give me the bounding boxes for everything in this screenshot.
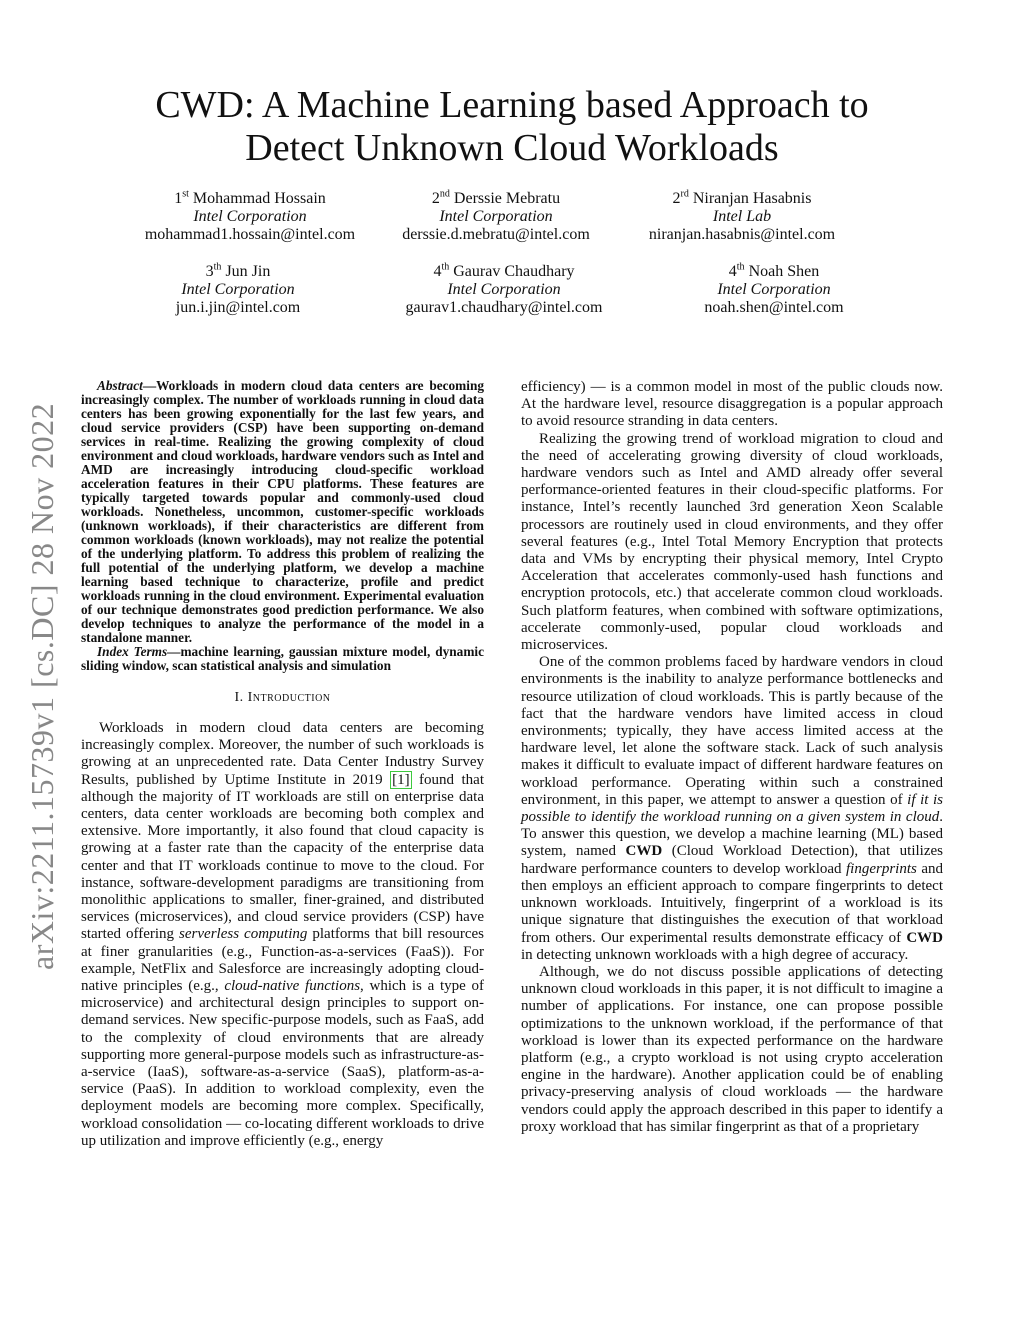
paper-title: [60, 84, 964, 170]
index-terms-text: —machine learning, gaussian mixture model, dynamic sliding window, scan statistical analysis and simulation: [81, 644, 484, 673]
section-heading: I. Introduction: [234, 690, 331, 705]
author-email: gaurav1.chaudhary@intel.com: [405, 299, 603, 316]
author-affiliation: Intel Corporation: [439, 208, 553, 225]
author-block-3: [592, 190, 892, 244]
author-name: 1st Mohammad Hossain: [174, 188, 326, 207]
title-line-2: Detect Unknown Cloud Workloads: [245, 127, 779, 169]
right-column: [521, 379, 943, 1136]
intro-paragraph-4: Although, we do not discuss possible applications of detecting unknown cloud workloads in this paper, it is not difficult to imagine a number of applications. For instance, one can propose possible optimizations to the unknown workload, if the performance of that workload is lower than its expected performance on the hardware platform (e.g., a crypto workload is not using crypto acceleration engine in the hardware). Another application could be of enabling privacy-preserving analysis of cloud workloads — the hardware vendors could apply the approach described in this paper to identify a proxy workload that has similar fingerprint as that of a proprietary: [521, 963, 943, 1135]
title-line-1: CWD: A Machine Learning based Approach to: [155, 84, 869, 126]
intro-paragraph-2: Realizing the growing trend of workload migration to cloud and the need of accelerating growing diversity of cloud workloads, hardware vendors such as Intel and AMD already offer several performance-oriented features in their cloud-specific platforms. For instance, Intel’s recently launched 3rd generation Xeon Scalable processors are routinely used in cloud environments, and they offer several features (e.g., Intel Total Memory Encryption that protects data and VMs by encrypting their physical memory, Intel Crypto Acceleration that accelerates commonly-used hash functions and encryption protocols, etc.) that accelerate common cloud workloads. Such platform features, when combined with software optimizations, accelerate commonly-used, popular cloud workloads and microservices.: [521, 430, 943, 654]
intro-paragraph-1: Workloads in modern cloud data centers are becoming increasingly complex. Moreover, the number of such workloads is growing at an unprecedented rate. Data Center Industry Survey Results, published by Uptime Institute in 2019 [1] found that although the majority of IT workloads are still on enterprise data centers, data center workloads are becoming both complex and extensive. More importantly, it also found that cloud capacity is growing at a faster rate than the capacity of the enterprise data center and that IT workloads continue to move to the cloud. For instance, software-development paradigms are transitioning from monolithic applications to smaller, finer-grained, and distributed services (microservices), and cloud service providers (CSP) have started offering serverless computing platforms that bill resources at finer granularities (e.g., Function-as-a-services (FaaS)). For example, NetFlix and Salesforce are increasingly adopting cloud-native principles (e.g., cloud-native functions, which is a type of microservice) and architectural design principles to support on-demand services. New specific-purpose models, such as FaaS, add to the complexity of cloud environments that are already supporting more general-purpose models such as infrastructure-as-a-service (IaaS), software-as-a-service (SaaS), platform-as-a-service (PaaS). In addition to workload complexity, even the deployment models are becoming more complex. Specifically, workload consolidation — co-locating different workloads to drive up utilization and improve efficiently (e.g., energy: [81, 720, 485, 1149]
author-block-4: [88, 263, 388, 317]
index-terms: [81, 645, 484, 673]
author-block-6: [624, 263, 924, 317]
author-name: 3th Jun Jin: [205, 261, 271, 280]
author-name: 4th Noah Shen: [728, 261, 820, 280]
arxiv-identifier: arXiv:2211.15739v1 [cs.DC] 28 Nov 2022: [24, 402, 60, 970]
author-name: 2nd Derssie Mebratu: [431, 188, 561, 207]
author-affiliation: Intel Corporation: [447, 281, 561, 298]
author-affiliation: Intel Corporation: [181, 281, 295, 298]
index-terms-label: Index Terms: [97, 644, 168, 659]
author-affiliation: Intel Corporation: [717, 281, 831, 298]
author-email: mohammad1.hossain@intel.com: [144, 226, 356, 243]
author-block-5: [354, 263, 654, 317]
abstract-label: Abstract: [97, 378, 143, 393]
author-email: noah.shen@intel.com: [704, 299, 844, 316]
intro-paragraph-3: One of the common problems faced by hardware vendors in cloud environments is the inability to analyze performance bottlenecks and resource utilization of cloud workloads. This is partly because of the fact that the hardware vendors have limited access in cloud environments; typically, they have access limited access at the hardware level, let alone the software stack. Lack of such analysis makes it difficult to evaluate impact of different hardware features on workload performance. Operating within such a constrained environment, in this paper, we attempt to answer a question of if it is possible to identify the workload running on a given system in cloud. To answer this question, we develop a machine learning (ML) based system, named CWD (Cloud Workload Detection), that utilizes hardware performance counters to develop workload fingerprints and then employs an efficient approach to compare fingerprints to detect unknown workloads. Intuitively, fingerprint of a workload is its unique signature that distinguishes the execution of that workload from others. Our experimental results demonstrate efficacy of CWD in detecting unknown workloads with a high degree of accuracy.: [521, 654, 943, 963]
intro-paragraph-cont: efficiency) — is a common model in most of the public clouds now. At the hardware level, resource disaggregation is a popular approach to avoid resource stranding in data centers.: [521, 379, 943, 430]
citation-link[interactable]: [1]: [392, 771, 410, 788]
author-affiliation: Intel Lab: [712, 208, 772, 225]
author-affiliation: Intel Corporation: [193, 208, 307, 225]
author-email: jun.i.jin@intel.com: [175, 299, 301, 316]
author-name: 4th Gaurav Chaudhary: [433, 261, 575, 280]
author-name: 2rd Niranjan Hasabnis: [672, 188, 812, 207]
abstract: [81, 379, 484, 645]
author-email: niranjan.hasabnis@intel.com: [648, 226, 836, 243]
abstract-text: —Workloads in modern cloud data centers are becoming increasingly complex. The number of workloads running in cloud data centers has been growing exponentially for the last few years, and cloud service providers (CSP) have been supporting on-demand services in real-time. Realizing the growing complexity of cloud environment and cloud workloads, hardware vendors such as Intel and AMD are increasingly introducing cloud-specific workload acceleration features in their CPU platforms. These features are typically targeted towards popular and commonly-used cloud workloads. Nonetheless, uncommon, customer-specific workloads (unknown workloads), if their characteristics are different from common workloads (known workloads), may not realize the potential of the underlying platform. To address this problem of realizing the full potential of the underlying platform, we develop a machine learning based technique to characterize, profile and predict workloads running in the cloud environment. Experimental evaluation of our technique demonstrates good prediction performance. We also develop techniques to analyze the performance of the model in a standalone manner.: [81, 378, 484, 645]
left-column: [81, 379, 484, 1150]
author-email: derssie.d.mebratu@intel.com: [402, 226, 590, 243]
